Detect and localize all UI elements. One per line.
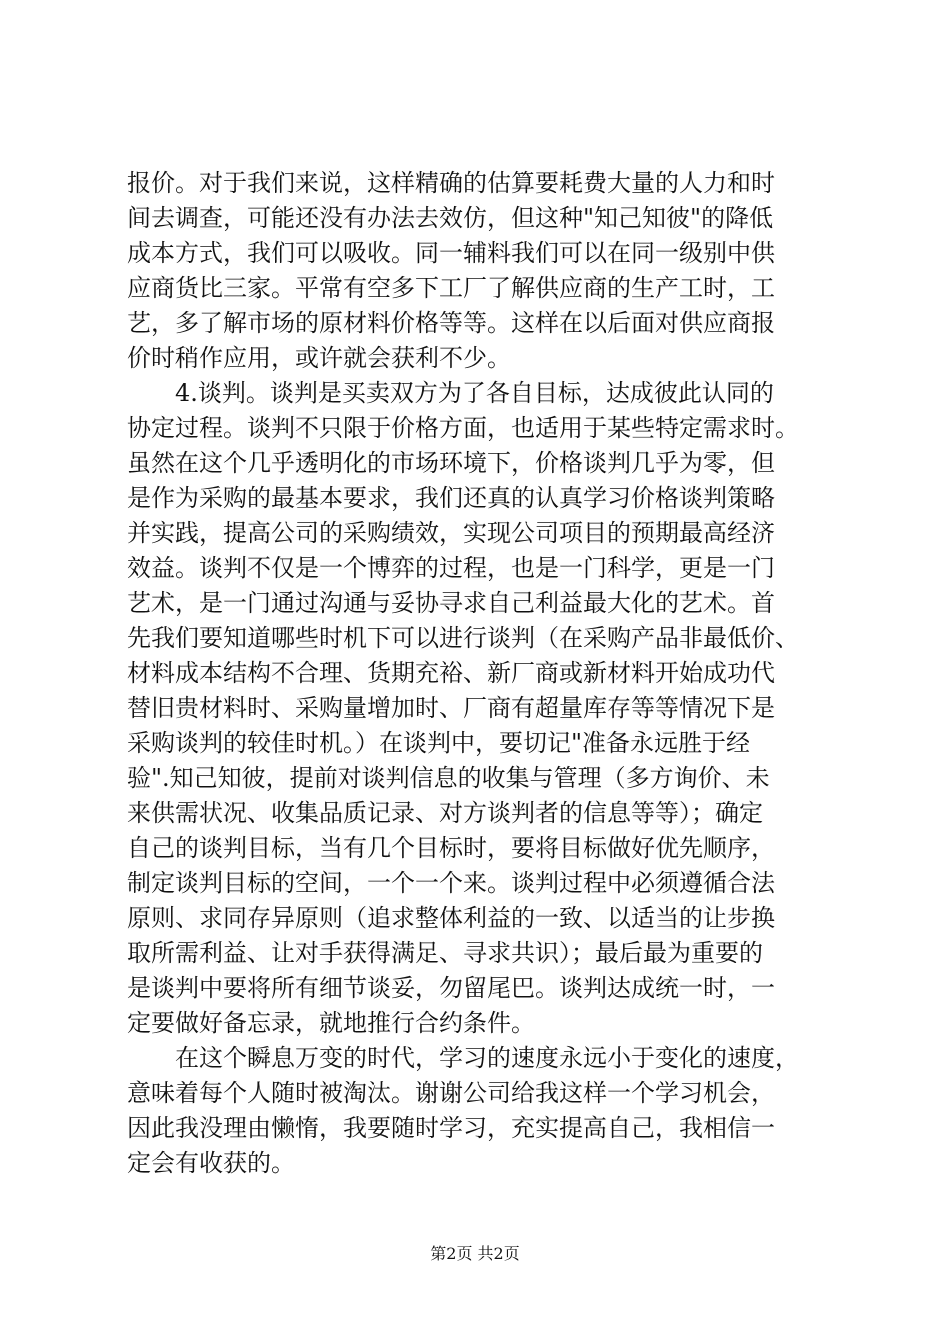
text-line: 艺术，是一门通过沟通与妥协寻求自己利益最大化的艺术。首: [127, 589, 775, 617]
text-line: 在这个瞬息万变的时代，学习的速度永远小于变化的速度，: [127, 1044, 799, 1072]
text-line: 材料成本结构不合理、货期充裕、新厂商或新材料开始成功代: [127, 659, 775, 687]
page-number-footer: 第2页 共2页: [430, 1244, 520, 1263]
text-line: 价时稍作应用，或许就会获利不少。: [127, 344, 511, 372]
text-line: 意味着每个人随时被淘汰。谢谢公司给我这样一个学习机会，: [127, 1079, 775, 1107]
text-line: 因此我没理由懒惰，我要随时学习，充实提高自己，我相信一: [127, 1114, 775, 1142]
text-line: 应商货比三家。平常有空多下工厂了解供应商的生产工时，工: [127, 274, 775, 302]
text-line: 自己的谈判目标，当有几个目标时，要将目标做好优先顺序，: [127, 834, 775, 862]
text-line: 采购谈判的较佳时机。）在谈判中，要切记"准备永远胜于经: [127, 729, 751, 757]
text-line: 虽然在这个几乎透明化的市场环境下，价格谈判几乎为零，但: [127, 449, 775, 477]
text-line: 验".知己知彼，提前对谈判信息的收集与管理（多方询价、未: [127, 764, 770, 792]
text-line: 报价。对于我们来说，这样精确的估算要耗费大量的人力和时: [127, 169, 775, 197]
text-line: 定要做好备忘录，就地推行合约条件。: [127, 1009, 535, 1037]
document-body: [127, 166, 827, 1181]
text-line: 间去调查，可能还没有办法去效仿，但这种"知己知彼"的降低: [127, 204, 774, 232]
text-line: 制定谈判目标的空间，一个一个来。谈判过程中必须遵循合法: [127, 869, 775, 897]
text-line: 原则、求同存异原则（追求整体利益的一致、以适当的让步换: [127, 904, 775, 932]
text-line: 并实践，提高公司的采购绩效，实现公司项目的预期最高经济: [127, 519, 775, 547]
text-line: 是谈判中要将所有细节谈妥，勿留尾巴。谈判达成统一时，一: [127, 974, 775, 1002]
text-line: 成本方式，我们可以吸收。同一辅料我们可以在同一级别中供: [127, 239, 775, 267]
text-line: 来供需状况、收集品质记录、对方谈判者的信息等等）；确定: [127, 799, 763, 827]
text-line: 替旧贵材料时、采购量增加时、厂商有超量库存等等情况下是: [127, 694, 775, 722]
text-line: 取所需利益、让对手获得满足、寻求共识）；最后最为重要的: [127, 939, 763, 967]
text-line: 效益。谈判不仅是一个博弈的过程，也是一门科学，更是一门: [127, 554, 775, 582]
text-line: 先我们要知道哪些时机下可以进行谈判（在采购产品非最低价、: [127, 624, 799, 652]
text-line: 协定过程。谈判不只限于价格方面，也适用于某些特定需求时。: [127, 414, 799, 442]
text-line: 4.谈判。谈判是买卖双方为了各自目标，达成彼此认同的: [127, 379, 774, 407]
text-line: 是作为采购的最基本要求，我们还真的认真学习价格谈判策略: [127, 484, 775, 512]
text-line: 定会有收获的。: [127, 1149, 295, 1177]
text-line: 艺，多了解市场的原材料价格等等。这样在以后面对供应商报: [127, 309, 775, 337]
